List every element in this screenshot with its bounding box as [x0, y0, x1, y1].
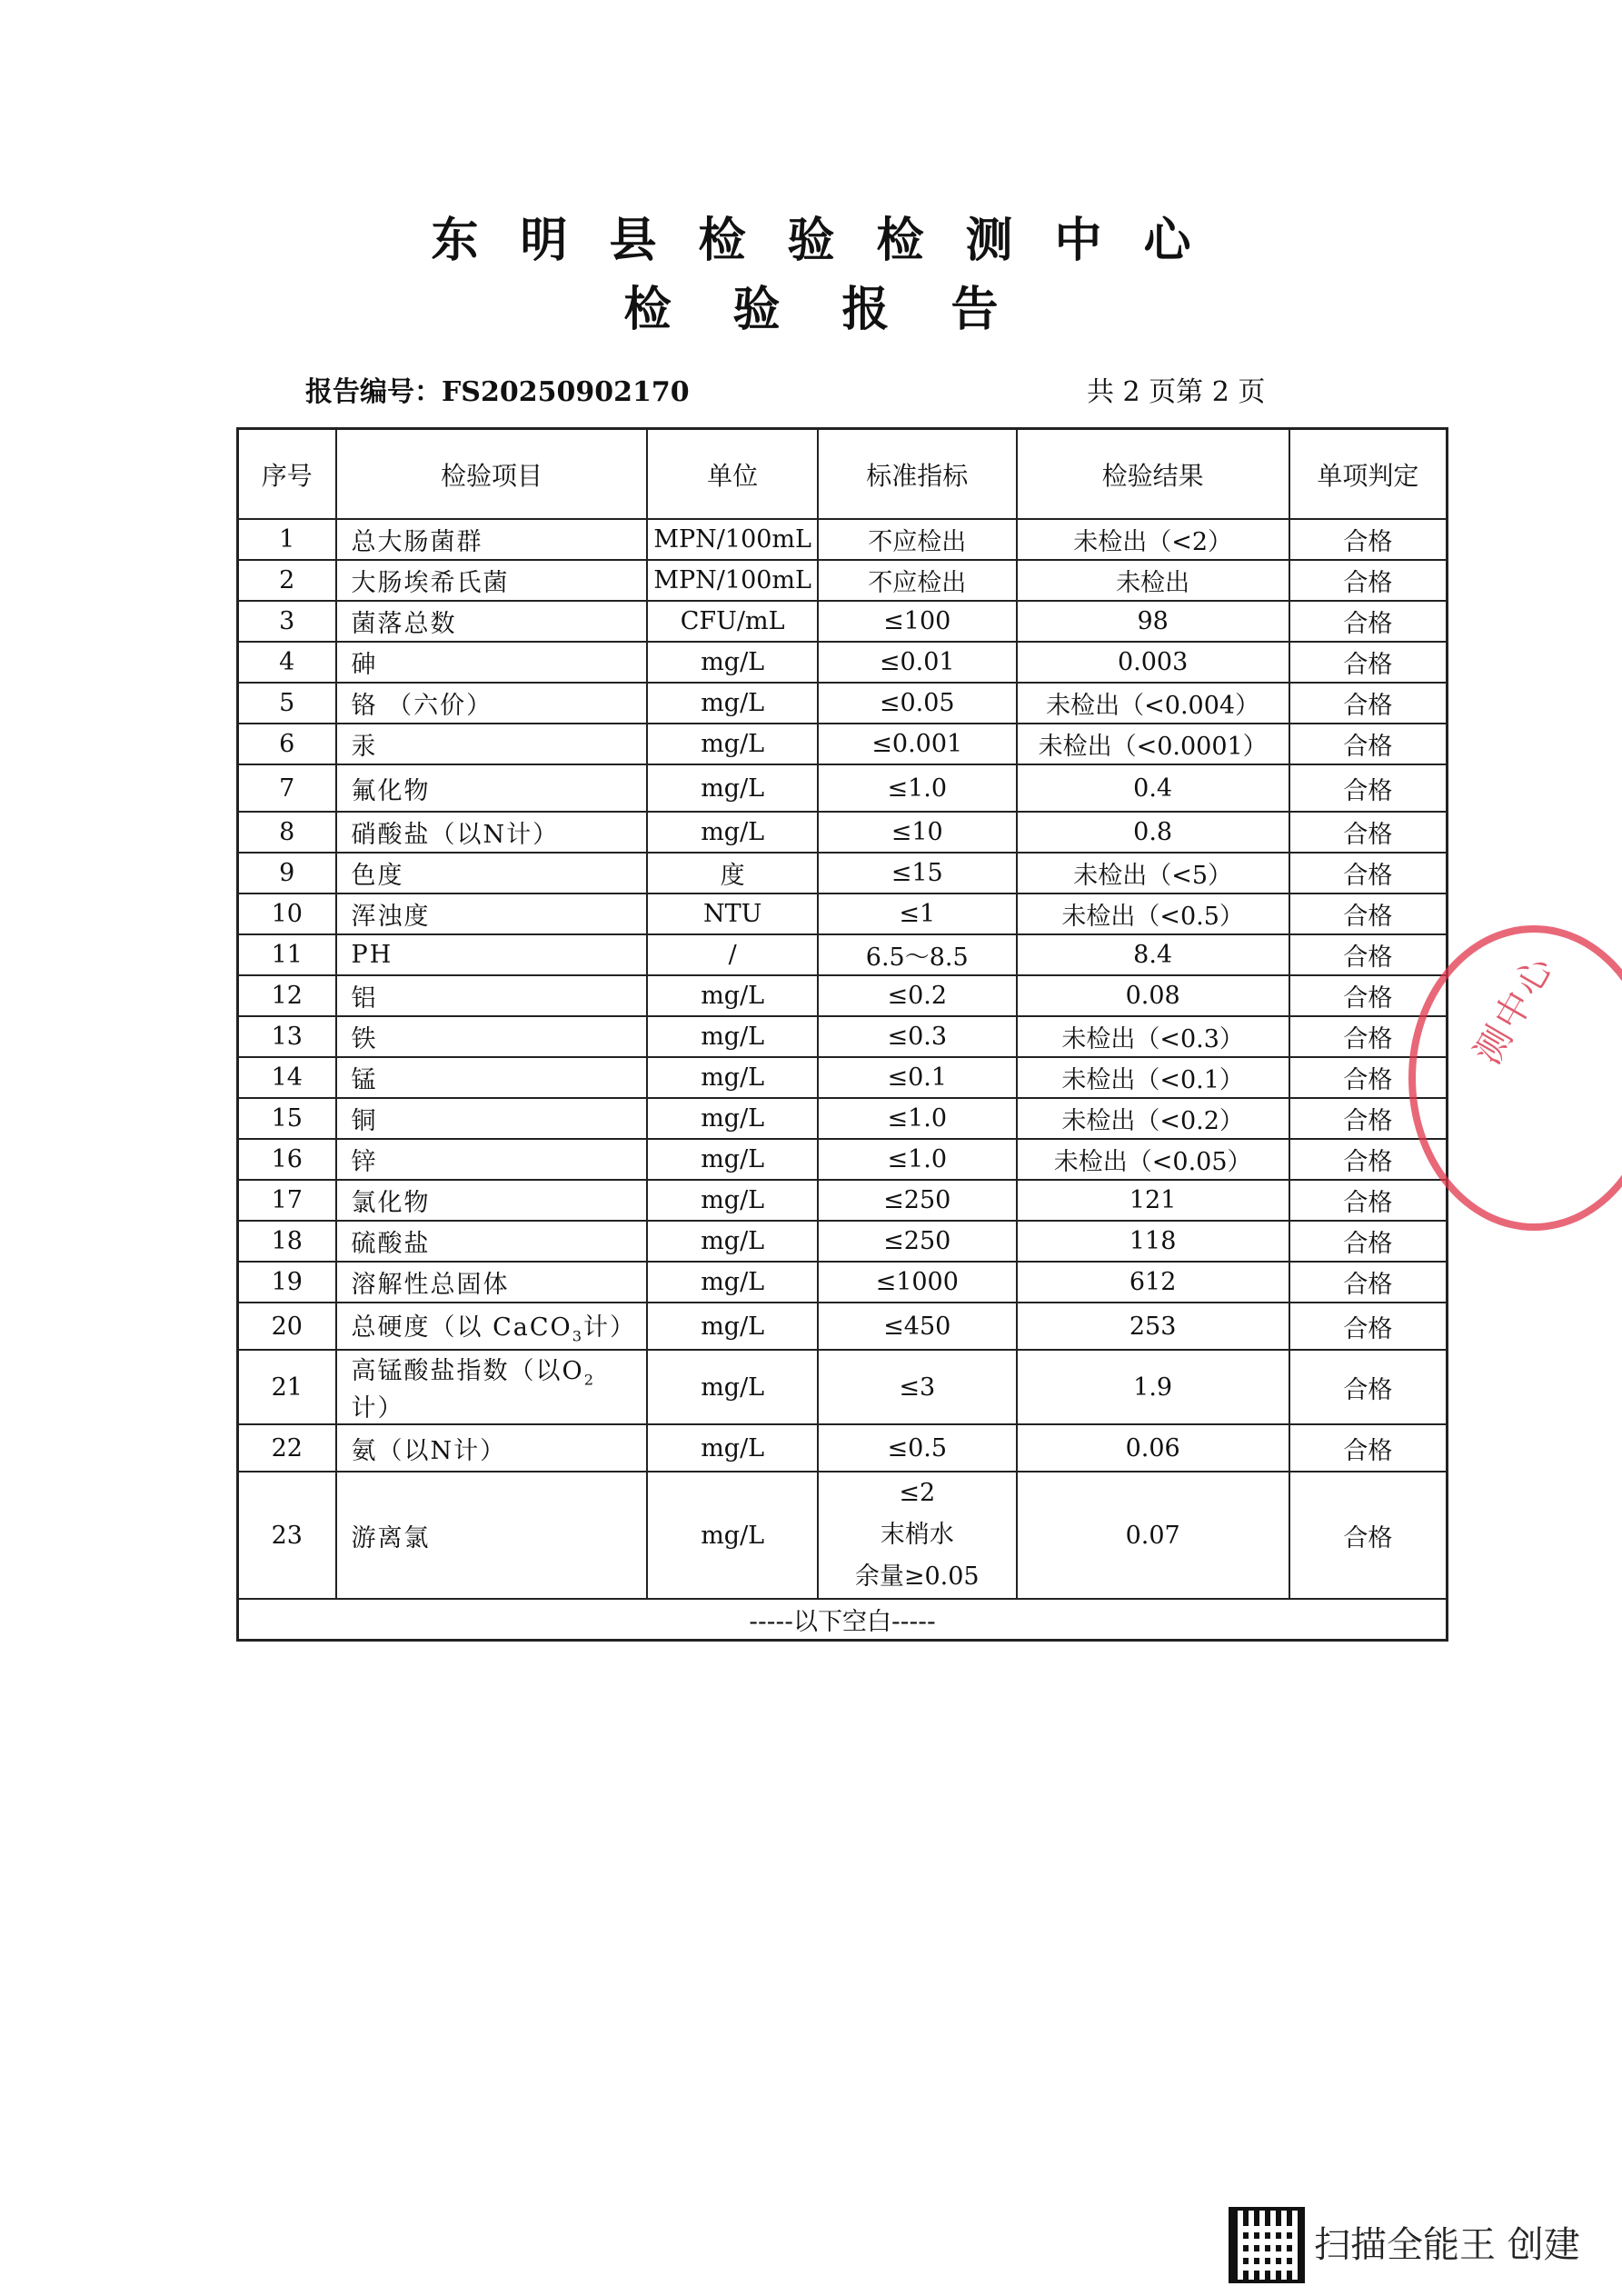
row-item: 铁	[336, 1016, 648, 1057]
row-verdict: 合格	[1289, 934, 1448, 975]
seal-text: 测中心	[1467, 946, 1563, 1072]
qr-code-icon	[1229, 2207, 1305, 2283]
row-no: 6	[238, 724, 336, 764]
report-subtitle: 检验报告	[623, 282, 1060, 337]
row-result: 未检出	[1017, 560, 1289, 601]
row-unit: MPN/100mL	[647, 519, 818, 560]
row-unit: mg/L	[647, 1057, 818, 1098]
table-row	[238, 642, 1448, 683]
row-standard: ≤1	[818, 893, 1017, 934]
row-unit: MPN/100mL	[647, 560, 818, 601]
row-result: 612	[1017, 1262, 1289, 1303]
row-verdict: 合格	[1289, 519, 1448, 560]
blank-below-note: -----以下空白-----	[238, 1599, 1448, 1641]
row-standard: ≤0.2	[818, 975, 1017, 1016]
table-row	[238, 853, 1448, 893]
table-row	[238, 683, 1448, 724]
row-no: 10	[238, 893, 336, 934]
row-no: 23	[238, 1472, 336, 1599]
row-no: 8	[238, 812, 336, 853]
row-verdict: 合格	[1289, 975, 1448, 1016]
table-row	[238, 893, 1448, 934]
row-item: PH	[336, 934, 648, 975]
row-result: 未检出（<0.5）	[1017, 893, 1289, 934]
row-standard: ≤1.0	[818, 764, 1017, 812]
row-item: 铜	[336, 1098, 648, 1139]
row-item: 硝酸盐（以N计）	[336, 812, 648, 853]
row-result: 未检出（<0.1）	[1017, 1057, 1289, 1098]
table-row	[238, 764, 1448, 812]
row-item: 浑浊度	[336, 893, 648, 934]
row-result: 0.003	[1017, 642, 1289, 683]
row-no: 9	[238, 853, 336, 893]
row-item: 汞	[336, 724, 648, 764]
standard-line: ≤2	[899, 1479, 936, 1508]
table-row	[238, 975, 1448, 1016]
row-item: 锰	[336, 1057, 648, 1098]
row-standard: ≤0.001	[818, 724, 1017, 764]
row-verdict: 合格	[1289, 1350, 1448, 1424]
row-unit: mg/L	[647, 1303, 818, 1350]
table-row	[238, 1139, 1448, 1180]
row-unit: mg/L	[647, 1139, 818, 1180]
scanner-watermark: 扫描全能王 创建	[1314, 2224, 1580, 2266]
row-result: 0.08	[1017, 975, 1289, 1016]
row-standard: ≤250	[818, 1180, 1017, 1221]
item-subscript: 3	[572, 1327, 583, 1345]
row-verdict: 合格	[1289, 893, 1448, 934]
row-verdict: 合格	[1289, 1262, 1448, 1303]
row-no: 5	[238, 683, 336, 724]
row-unit: mg/L	[647, 1016, 818, 1057]
row-verdict: 合格	[1289, 1016, 1448, 1057]
row-result: 1.9	[1017, 1350, 1289, 1424]
row-no: 14	[238, 1057, 336, 1098]
row-no: 13	[238, 1016, 336, 1057]
row-standard: ≤3	[818, 1350, 1017, 1424]
table-row	[238, 519, 1448, 560]
row-no: 3	[238, 601, 336, 642]
table-row	[238, 1016, 1448, 1057]
row-no: 16	[238, 1139, 336, 1180]
row-no: 17	[238, 1180, 336, 1221]
row-item	[336, 1303, 648, 1350]
row-unit: mg/L	[647, 1262, 818, 1303]
report-number: 报告编号：FS20250902170	[305, 376, 690, 408]
report-title: 东明县检验检测中心	[431, 213, 1233, 268]
row-result: 98	[1017, 601, 1289, 642]
row-no: 7	[238, 764, 336, 812]
row-verdict: 合格	[1289, 764, 1448, 812]
row-standard: ≤0.01	[818, 642, 1017, 683]
item-subscript: 2	[583, 1371, 595, 1389]
row-no: 20	[238, 1303, 336, 1350]
header-no: 序号	[238, 429, 336, 520]
row-unit: mg/L	[647, 1350, 818, 1424]
item-text-suffix: 计）	[351, 1394, 404, 1423]
row-result: 未检出（<2）	[1017, 519, 1289, 560]
page-info: 共 2 页第 2 页	[1087, 376, 1266, 408]
header-standard: 标准指标	[818, 429, 1017, 520]
row-unit: NTU	[647, 893, 818, 934]
row-verdict: 合格	[1289, 1180, 1448, 1221]
row-item: 氯化物	[336, 1180, 648, 1221]
row-result: 8.4	[1017, 934, 1289, 975]
row-item: 溶解性总固体	[336, 1262, 648, 1303]
standard-line: 余量≥0.05	[854, 1562, 980, 1592]
row-standard: ≤0.5	[818, 1424, 1017, 1472]
row-result: 121	[1017, 1180, 1289, 1221]
row-standard: 不应检出	[818, 519, 1017, 560]
table-header-row	[238, 429, 1448, 520]
row-result: 未检出（<0.004）	[1017, 683, 1289, 724]
row-standard: ≤100	[818, 601, 1017, 642]
row-item: 游离氯	[336, 1472, 648, 1599]
row-no: 11	[238, 934, 336, 975]
row-result: 118	[1017, 1221, 1289, 1262]
table-row	[238, 1262, 1448, 1303]
table-row	[238, 1472, 1448, 1599]
row-unit: mg/L	[647, 1180, 818, 1221]
row-verdict: 合格	[1289, 1424, 1448, 1472]
table-row	[238, 812, 1448, 853]
row-unit: mg/L	[647, 1472, 818, 1599]
row-standard: 不应检出	[818, 560, 1017, 601]
row-unit: CFU/mL	[647, 601, 818, 642]
row-standard: ≤10	[818, 812, 1017, 853]
row-result: 未检出（<0.3）	[1017, 1016, 1289, 1057]
row-no: 2	[238, 560, 336, 601]
table-row	[238, 1098, 1448, 1139]
row-standard: 6.5～8.5	[818, 934, 1017, 975]
row-verdict: 合格	[1289, 1303, 1448, 1350]
row-unit: mg/L	[647, 1098, 818, 1139]
row-standard: ≤250	[818, 1221, 1017, 1262]
row-unit: 度	[647, 853, 818, 893]
table-row	[238, 1350, 1448, 1424]
row-standard	[818, 1472, 1017, 1599]
row-no: 4	[238, 642, 336, 683]
row-unit: mg/L	[647, 812, 818, 853]
row-result: 未检出（<0.0001）	[1017, 724, 1289, 764]
row-standard: ≤1.0	[818, 1098, 1017, 1139]
table-row	[238, 1221, 1448, 1262]
row-standard: ≤1000	[818, 1262, 1017, 1303]
row-standard: ≤450	[818, 1303, 1017, 1350]
row-item: 总大肠菌群	[336, 519, 648, 560]
row-standard: ≤1.0	[818, 1139, 1017, 1180]
item-text: 高锰酸盐指数（以O	[351, 1357, 584, 1385]
row-no: 19	[238, 1262, 336, 1303]
table-footer-row	[238, 1599, 1448, 1641]
row-item: 菌落总数	[336, 601, 648, 642]
header-unit: 单位	[647, 429, 818, 520]
row-result: 253	[1017, 1303, 1289, 1350]
row-verdict: 合格	[1289, 812, 1448, 853]
header-item: 检验项目	[336, 429, 648, 520]
row-verdict: 合格	[1289, 724, 1448, 764]
row-result: 0.8	[1017, 812, 1289, 853]
row-no: 12	[238, 975, 336, 1016]
row-item	[336, 1350, 648, 1424]
row-item: 锌	[336, 1139, 648, 1180]
header-result: 检验结果	[1017, 429, 1289, 520]
row-item: 氟化物	[336, 764, 648, 812]
row-verdict: 合格	[1289, 601, 1448, 642]
row-verdict: 合格	[1289, 1098, 1448, 1139]
row-item: 砷	[336, 642, 648, 683]
row-verdict: 合格	[1289, 642, 1448, 683]
row-unit: mg/L	[647, 975, 818, 1016]
table-row	[238, 934, 1448, 975]
row-item: 色度	[336, 853, 648, 893]
item-text: 总硬度（以 CaCO	[351, 1313, 572, 1343]
row-unit: mg/L	[647, 1221, 818, 1262]
item-text-suffix: 计）	[583, 1313, 636, 1343]
row-item: 硫酸盐	[336, 1221, 648, 1262]
table-row	[238, 1424, 1448, 1472]
row-verdict: 合格	[1289, 1472, 1448, 1599]
row-unit: mg/L	[647, 683, 818, 724]
row-result: 未检出（<0.2）	[1017, 1098, 1289, 1139]
row-verdict: 合格	[1289, 1221, 1448, 1262]
table-row	[238, 724, 1448, 764]
row-unit: mg/L	[647, 724, 818, 764]
row-verdict: 合格	[1289, 1057, 1448, 1098]
table-row	[238, 1180, 1448, 1221]
row-verdict: 合格	[1289, 1139, 1448, 1180]
row-standard: ≤0.3	[818, 1016, 1017, 1057]
row-result: 0.4	[1017, 764, 1289, 812]
header-verdict: 单项判定	[1289, 429, 1448, 520]
row-item: 大肠埃希氏菌	[336, 560, 648, 601]
row-unit: mg/L	[647, 1424, 818, 1472]
row-result: 未检出（<5）	[1017, 853, 1289, 893]
row-item: 铬 （六价）	[336, 683, 648, 724]
row-unit: mg/L	[647, 642, 818, 683]
row-no: 15	[238, 1098, 336, 1139]
row-no: 1	[238, 519, 336, 560]
row-standard: ≤0.1	[818, 1057, 1017, 1098]
row-standard: ≤0.05	[818, 683, 1017, 724]
inspection-table	[236, 427, 1448, 1642]
table-row	[238, 601, 1448, 642]
row-verdict: 合格	[1289, 560, 1448, 601]
row-result: 0.06	[1017, 1424, 1289, 1472]
row-no: 22	[238, 1424, 336, 1472]
row-unit: mg/L	[647, 764, 818, 812]
row-item: 铝	[336, 975, 648, 1016]
row-unit: /	[647, 934, 818, 975]
table-row	[238, 1057, 1448, 1098]
row-no: 18	[238, 1221, 336, 1262]
row-result: 未检出（<0.05）	[1017, 1139, 1289, 1180]
row-verdict: 合格	[1289, 683, 1448, 724]
standard-line: 末梢水	[880, 1521, 954, 1550]
row-item: 氨（以N计）	[336, 1424, 648, 1472]
table-row	[238, 560, 1448, 601]
row-standard: ≤15	[818, 853, 1017, 893]
row-result: 0.07	[1017, 1472, 1289, 1599]
row-verdict: 合格	[1289, 853, 1448, 893]
table-row	[238, 1303, 1448, 1350]
row-no: 21	[238, 1350, 336, 1424]
